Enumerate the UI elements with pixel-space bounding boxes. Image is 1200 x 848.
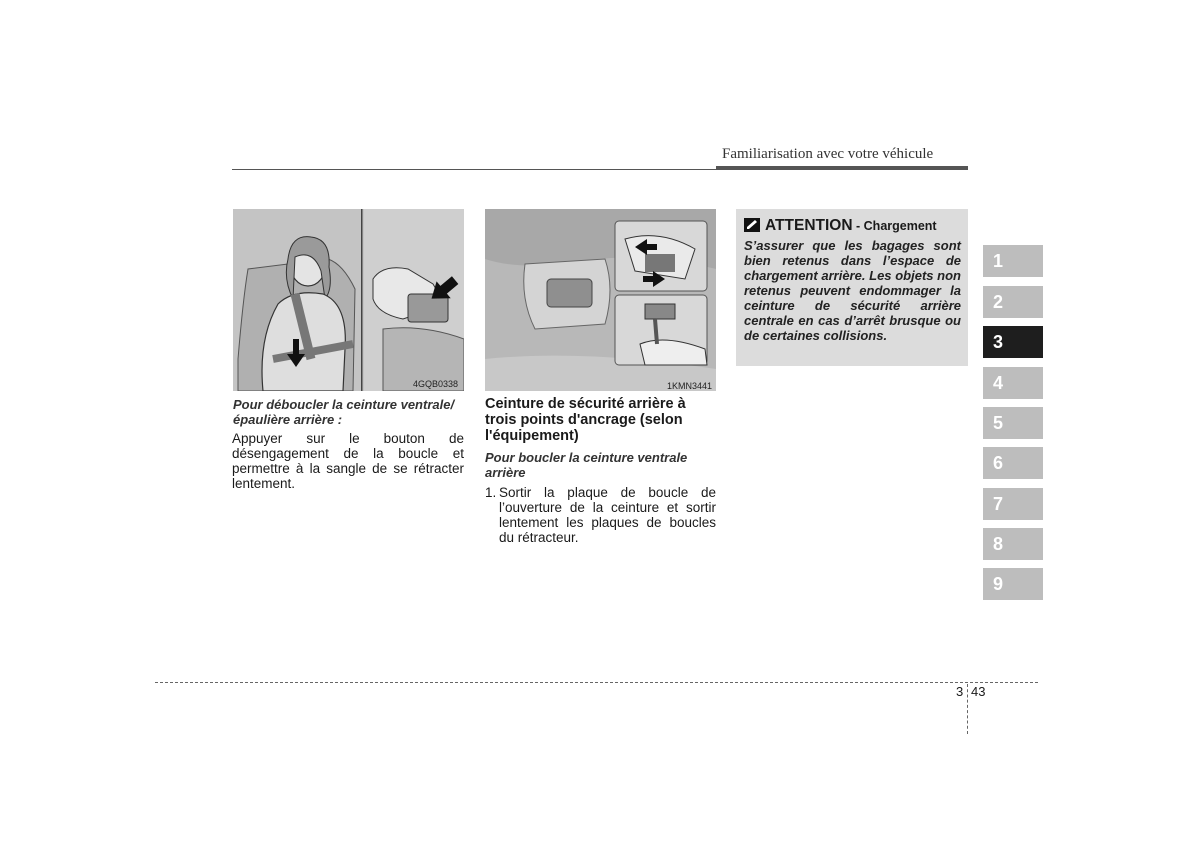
footer-rule bbox=[155, 682, 1038, 683]
attention-subtitle: - Chargement bbox=[852, 219, 937, 233]
figure-unbuckle bbox=[233, 209, 464, 391]
running-header: Familiarisation avec votre véhicule bbox=[722, 146, 934, 162]
body-paragraph: Appuyer sur le bouton de désengagement de la boucle et permettre à la sangle de se rétracter lentement. bbox=[232, 431, 464, 491]
numbered-step bbox=[485, 485, 716, 545]
attention-label: ATTENTION bbox=[765, 217, 853, 234]
subheading: Pour boucler la ceinture ventrale arrière bbox=[485, 450, 688, 480]
header-rule bbox=[232, 169, 716, 170]
chapter-tab-6[interactable]: 6 bbox=[983, 447, 1043, 479]
chapter-tab-4[interactable]: 4 bbox=[983, 367, 1043, 399]
illustration-retractor bbox=[485, 209, 716, 391]
step-number: 1. bbox=[485, 485, 497, 500]
illustration-unbuckle bbox=[233, 209, 464, 391]
attention-box bbox=[736, 209, 968, 366]
page-number: 43 bbox=[971, 684, 986, 699]
chapter-tab-2[interactable]: 2 bbox=[983, 286, 1043, 318]
figure-caption: Pour déboucler la ceinture ventrale/ épaulière arrière : bbox=[233, 397, 455, 427]
figure-buckle-retractor bbox=[485, 209, 716, 391]
chapter-tab-5[interactable]: 5 bbox=[983, 407, 1043, 439]
chapter-tab-1[interactable]: 1 bbox=[983, 245, 1043, 277]
chapter-tab-3[interactable]: 3 bbox=[983, 326, 1043, 358]
chapter-tab-7[interactable]: 7 bbox=[983, 488, 1043, 520]
chapter-tab-9[interactable]: 9 bbox=[983, 568, 1043, 600]
footer-divider bbox=[967, 684, 968, 734]
section-heading: Ceinture de sécurité arrière à trois points d'ancrage (selon l'équipement) bbox=[485, 396, 686, 444]
figure-code: 4GQB0338 bbox=[413, 379, 459, 389]
step-text: Sortir la plaque de boucle de l’ouverture de la ceinture et sortir lentement les plaques de boucles du rétracteur. bbox=[499, 485, 716, 545]
header-rule-bold bbox=[716, 166, 968, 170]
pencil-icon bbox=[744, 218, 760, 232]
figure-code: 1KMN3441 bbox=[667, 381, 713, 391]
attention-title bbox=[744, 217, 937, 235]
chapter-tab-8[interactable]: 8 bbox=[983, 528, 1043, 560]
attention-text: S’assurer que les bagages sont bien retenus dans l’espace de chargement arrière. Les objets non retenus peuvent endommager la ceinture de sécurité arrière centrale en cas d’arrêt brusque ou de certaines collisions. bbox=[744, 238, 961, 343]
page-chapter: 3 bbox=[956, 684, 964, 699]
